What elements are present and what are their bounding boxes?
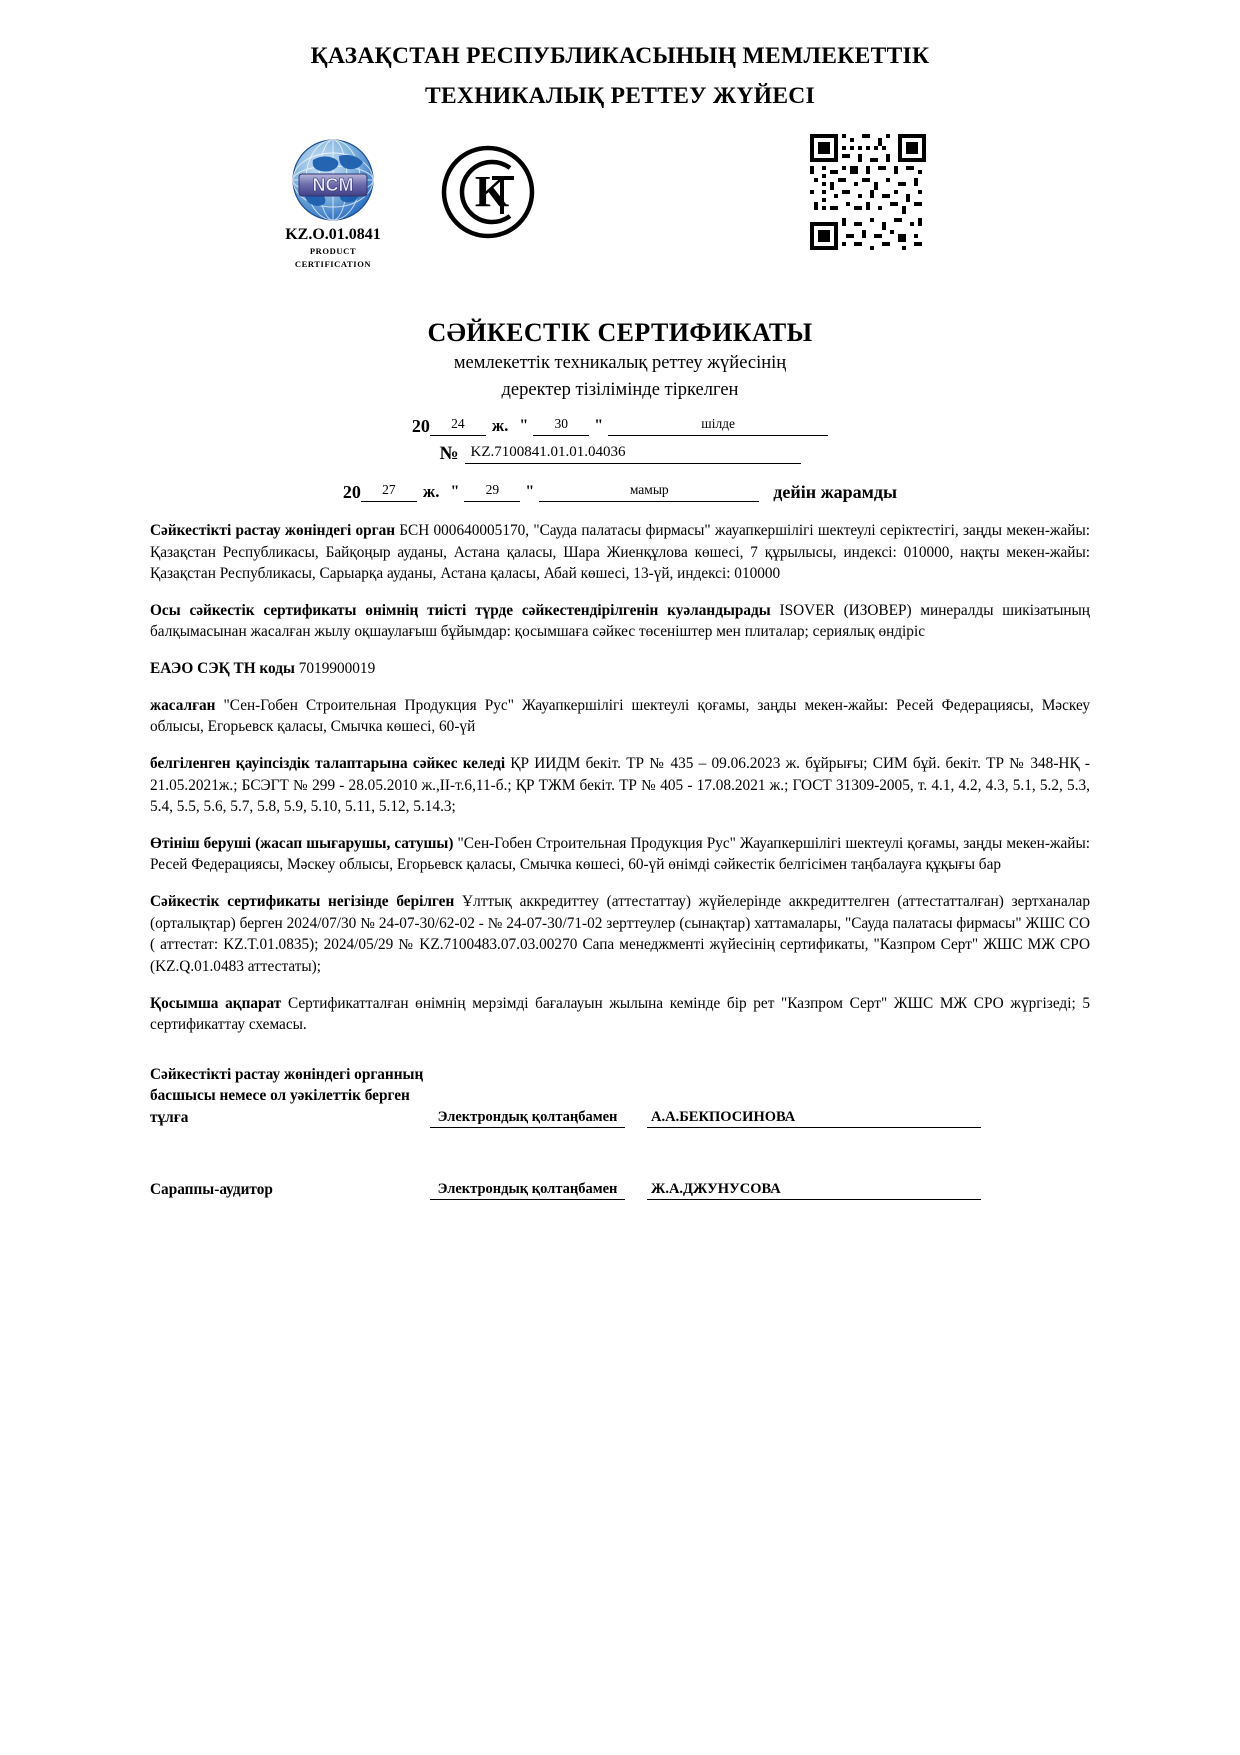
kz-conformity-mark-icon (440, 144, 536, 240)
document-header (0, 0, 1240, 116)
certificate-number-value[interactable]: KZ.7100841.01.01.04036 (465, 442, 801, 464)
expiry-year-word: ж. (422, 482, 440, 501)
text-certification-body: БСН 000640005170, "Сауда палатасы фирмасы" жауапкершілігі шектеулі серіктестігі, заңды мекен-жайы: Қазақстан Республикасы, Байқоңыр ауданы, Астана қаласы, Шара Жиенқұлова көшесі, 7 құрылысы, индексі: 010000, нақты мекен-жайы: Қазақстан Республикасы, Сарыарқа ауданы, Астана қаласы, Абай көшесі, 13-үй, индексі: 010000 (150, 522, 1091, 582)
paragraph-tn-ved-code (150, 658, 1090, 680)
issue-month-value[interactable]: шілде (608, 414, 828, 436)
signature-row-auditor (150, 1180, 1090, 1200)
signatory-role-line-1: Сәйкестікті растау жөніндегі органның (150, 1065, 424, 1083)
header-line-1: ҚАЗАҚСТАН РЕСПУБЛИКАСЫНЫҢ МЕМЛЕКЕТТІК (310, 43, 930, 69)
expiry-day-value[interactable]: 29 (464, 480, 520, 502)
signatory-role-line-2: басшысы немесе ол уәкілеттік берген (150, 1086, 410, 1104)
svg-text:K: K (474, 167, 510, 216)
text-product: ISOVER (ИЗОВЕР) минералды шикізатының балқымасынан жасалған жылу оқшаулағыш бұйымдар: қосымшаға сәйкес төсеніштер мен плиталар; сериялық өндіріс (150, 601, 1090, 641)
certificate-body (150, 520, 1090, 1036)
paragraph-safety-requirements (150, 753, 1090, 818)
text-additional-info: Сертификатталған өнімнің мерзімді бағалауын жылына кемінде бір рет "Казпром Серт" ЖШС МЖ СРО жүргізеді; 5 сертификаттау схемасы. (150, 994, 1090, 1034)
signature-row-head (150, 1108, 1090, 1128)
label-tn-ved-code: ЕАЭО СЭҚ ТН коды (150, 660, 295, 678)
label-additional-info: Қосымша ақпарат (150, 994, 282, 1012)
issue-day-value[interactable]: 30 (533, 414, 589, 436)
text-manufacturer: "Сен-Гобен Строительная Продукция Рус" Жауапкершілігі шектеулі қоғамы, заңды мекен-жайы: Ресей Федерациясы, Мәскеу облысы, Егорьевск қаласы, Смычка көшесі, 60-үй (150, 696, 1090, 736)
expiry-year-prefix: 20 (342, 482, 361, 502)
expiry-month-value[interactable]: мамыр (539, 480, 759, 502)
issue-year-value[interactable]: 24 (430, 414, 486, 436)
qr-code (806, 130, 930, 254)
label-applicant: Өтініш беруші (жасап шығарушы, сатушы) (150, 834, 454, 852)
header-line-2: ТЕХНИКАЛЫҚ РЕТТЕУ ЖҮЙЕСІ (424, 83, 816, 109)
issue-day-close-quote: " (594, 417, 604, 434)
signatory-role-line-3: тұлға (150, 1108, 189, 1126)
certificate-title: СӘЙКЕСТІК СЕРТИФИКАТЫ (427, 318, 813, 347)
issue-year-prefix: 20 (411, 416, 430, 436)
expiry-year-value[interactable]: 27 (361, 480, 417, 502)
title-block (0, 316, 1240, 404)
certificate-subtitle-line-2: деректер тізілімінде тіркелген (501, 380, 739, 400)
auditor-signatory-name: Ж.А.ДЖУНУСОВА (647, 1181, 981, 1200)
auditor-role-label: Сараппы-аудитор (150, 1180, 273, 1198)
text-safety-requirements: ҚР ИИДМ бекіт. ТР № 435 – 09.06.2023 ж. бұйрығы; СИМ бұй. бекіт. ТР № 348-НҚ - 21.05.2021ж.; БСЭГТ № 299 - 28.05.2010 ж.,ІІ-т.6,11-б.; ҚР ТЖМ бекіт. ТР № 405 - 17.08.2021 ж.; ГОСТ 31309-2005, т. 4.1, 4.2, 4.3, 5.1, 5.2, 5.3, 5.4, 5.5, 5.6, 5.7, 5.8, 5.9, 5.10, 5.11, 5.12, 5.14.3; (150, 755, 1090, 816)
paragraph-product (150, 600, 1090, 643)
certificate-number-row (0, 436, 1240, 464)
emblem-row (0, 134, 1240, 294)
issue-day-open-quote: " (519, 417, 529, 434)
issue-year-word: ж. (491, 416, 509, 435)
svg-text:NCM: NCM (312, 175, 354, 195)
valid-until-label: дейін жарамды (773, 482, 898, 502)
label-basis-of-issue: Сәйкестік сертификаты негізінде берілген (150, 893, 455, 911)
label-product: Осы сәйкестік сертификаты өнімнің тиісті түрде сәйкестендірілгенін куәландырады (150, 601, 771, 619)
paragraph-additional-info (150, 993, 1090, 1036)
signature-section (150, 1064, 1090, 1200)
certificate-subtitle-line-1: мемлекеттік техникалық реттеу жүйесінің (453, 353, 787, 373)
expiry-day-open-quote: " (450, 483, 460, 500)
head-signatory-name: А.А.БЕКПОСИНОВА (647, 1109, 981, 1128)
expiry-date-row (0, 474, 1240, 502)
head-electronic-signature: Электрондық қолтаңбамен (430, 1109, 625, 1128)
label-safety-requirements: белгіленген қауіпсіздік талаптарына сәйкес келеді (150, 755, 506, 773)
paragraph-basis-of-issue (150, 891, 1090, 977)
ncm-sub-line-2: CERTIFICATION (294, 259, 372, 269)
label-manufacturer: жасалған (150, 696, 216, 714)
paragraph-applicant (150, 833, 1090, 876)
label-certification-body: Сәйкестікті растау жөніндегі орган (150, 522, 396, 539)
issue-date-row (0, 408, 1240, 436)
paragraph-certification-body (150, 520, 1090, 585)
ncm-accreditation-code: KZ.O.01.0841 (285, 226, 381, 243)
globe-icon (285, 134, 381, 230)
text-basis-of-issue: Ұлттық аккредиттеу (аттестаттау) жүйелерінде аккредиттелген (аттестатталған) зертханалар (орталықтар) берген 2024/07/30 № 24-07-30/62-02 - № 24-07-30/71-02 зерттеулер (сынақтар) хаттамалары, "Сауда палатасы фирмасы" ЖШС СО ( аттестат: KZ.T.01.0835); 2024/05/29 № KZ.7100483.07.03.00270 Сапа менеджменті жүйесінің сертификаты, "Казпром Серт" ЖШС МЖ СРО (KZ.Q.01.0483 аттестаты); (150, 893, 1090, 975)
ncm-accreditation-logo (268, 134, 398, 270)
text-applicant: "Сен-Гобен Строительная Продукция Рус" Жауапкершілігі шектеулі қоғамы, заңды мекен-жайы: Ресей Федерациясы, Мәскеу облысы, Егорьевск қаласы, Смычка көшесі, 60-үй өнімді сәйкестік белгісімен таңбалауға құқығы бар (150, 834, 1091, 874)
auditor-electronic-signature: Электрондық қолтаңбамен (430, 1181, 625, 1200)
expiry-day-close-quote: " (525, 483, 535, 500)
paragraph-manufacturer (150, 695, 1090, 738)
ncm-wordmark (299, 174, 367, 196)
registration-lines (0, 408, 1240, 502)
ncm-sub-line-1: PRODUCT (309, 246, 357, 256)
text-tn-ved-code: 7019900019 (294, 660, 376, 678)
number-symbol: № (439, 443, 459, 464)
